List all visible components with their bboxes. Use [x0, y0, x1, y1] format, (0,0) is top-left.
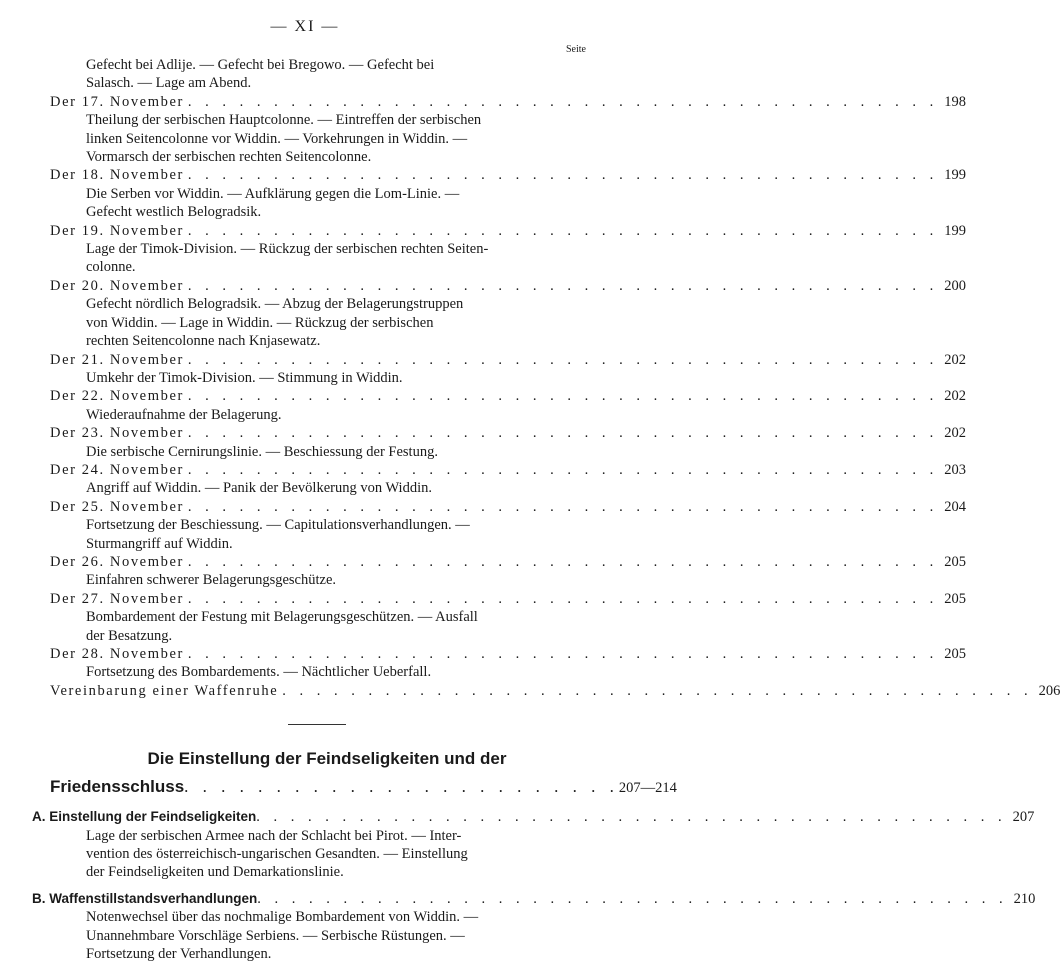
entry-description-line: Unannehmbare Vorschläge Serbiens. — Serbische Rüstungen. —: [86, 927, 465, 944]
entry-description: [50, 111, 584, 166]
leader-dots: . . . . . . . . . . . . . . . . . . . . . . . . . . . . . . . . . . . . . . . . . . . .: [187, 351, 939, 368]
entry-heading: [50, 590, 967, 608]
entry-label: Der 21. November: [50, 351, 184, 368]
toc-entries: [50, 93, 1060, 700]
chapter-page-range: 207—214: [618, 780, 677, 797]
leader-dots: . . . . . . . . . . . . . . . . . . . . . . . .: [184, 777, 619, 797]
entry-description-line: Fortsetzung der Verhandlungen.: [86, 946, 272, 963]
entry-description-line: Salasch. — Lage am Abend.: [86, 75, 252, 92]
leader-dots: . . . . . . . . . . . . . . . . . . . . . . . . . . . . . . . . . . . . . . . . . . . .: [187, 461, 939, 478]
toc-entry: [50, 424, 967, 461]
entry-description: [50, 185, 584, 222]
entry-page-number: 199: [944, 222, 967, 239]
toc-entry: [50, 645, 967, 682]
entry-heading: [50, 682, 1060, 700]
leader-dots: . . . . . . . . . . . . . . . . . . . . . . . . . . . . . . . . . . . . . . . . . . . .: [187, 167, 939, 184]
entry-description-line: Lage der Timok-Division. — Rückzug der serbischen rechten Seiten-: [86, 241, 489, 258]
toc-entry: [50, 222, 967, 277]
entry-description-line: Gefecht bei Adlije. — Gefecht bei Bregowo. — Gefecht bei: [86, 57, 435, 73]
toc-entry: [50, 590, 967, 645]
entry-label: Der 22. November: [50, 388, 184, 405]
chapter-title: Die Einstellung der Feindseligkeiten und der: [147, 749, 507, 769]
entry-label: Der 24. November: [50, 461, 184, 478]
entry-page-number: 205: [944, 553, 967, 570]
page-number: — XI —: [270, 18, 340, 35]
entry-description-line: Gefecht westlich Belogradsik.: [86, 204, 262, 221]
entry-description-line: linken Seitencolonne vor Widdin. — Vorkehrungen in Widdin. —: [86, 130, 468, 147]
leader-dots: . . . . . . . . . . . . . . . . . . . . . . . . . . . . . . . . . . . . . . . . . . . .: [187, 388, 939, 405]
entry-page-number: 198: [944, 93, 967, 110]
leader-dots: . . . . . . . . . . . . . . . . . . . . . . . . . . . . . . . . . . . . . . . . . . . .: [282, 682, 1033, 699]
entry-description: [50, 369, 584, 387]
entry-label: Vereinbarung einer Waffenruhe: [50, 682, 279, 699]
entry-page-number: 202: [944, 351, 967, 368]
entry-heading: [50, 351, 967, 369]
entry-description-line: Notenwechsel über das nochmalige Bombardement von Widdin. —: [86, 909, 479, 926]
toc-entry: [50, 553, 967, 590]
entry-description: [50, 908, 584, 963]
entry-label: Der 25. November: [50, 498, 184, 515]
entry-label: Der 19. November: [50, 222, 184, 239]
entry-heading: [50, 424, 967, 442]
entry-description-line: Fortsetzung des Bombardements. — Nächtlicher Ueberfall.: [86, 664, 432, 681]
section-divider: [288, 724, 346, 725]
toc-entry: [32, 890, 1036, 964]
entry-description-line: Die serbische Cernirungslinie. — Beschiessung der Festung.: [86, 443, 438, 460]
entry-description-line: der Besatzung.: [86, 627, 173, 644]
entry-description-line: rechten Seitencolonne nach Knjasewatz.: [86, 333, 321, 350]
leader-dots: . . . . . . . . . . . . . . . . . . . . . . . . . . . . . . . . . . . . . . . . . . . .: [187, 498, 939, 515]
entry-label: Der 26. November: [50, 553, 184, 570]
entry-description-line: Umkehr der Timok-Division. — Stimmung in Widdin.: [86, 369, 403, 386]
entry-description-line: Vormarsch der serbischen rechten Seitencolonne.: [86, 149, 372, 166]
entry-description-line: Bombardement der Festung mit Belagerungsgeschützen. — Ausfall: [86, 609, 478, 626]
entry-page-number: 203: [944, 461, 967, 478]
table-of-contents: [32, 56, 1060, 963]
entry-label: A. Einstellung der Feindseligkeiten: [32, 809, 257, 825]
entry-description: [50, 571, 584, 589]
toc-entry: [50, 277, 967, 351]
entry-page-number: 202: [944, 388, 967, 405]
leader-dots: . . . . . . . . . . . . . . . . . . . . . . . . . . . . . . . . . . . . . . . . . . . .: [187, 93, 939, 110]
toc-entry: [32, 808, 1035, 882]
entry-description: [50, 479, 584, 497]
page-column-label: Seite: [566, 44, 586, 55]
toc-entry: [50, 351, 967, 388]
entry-description-line: Angriff auf Widdin. — Panik der Bevölkerung von Widdin.: [86, 480, 432, 497]
entry-description: [50, 516, 584, 553]
entry-label: Der 28. November: [50, 646, 184, 662]
entry-label: Der 17. November: [50, 93, 184, 110]
entry-description-line: Fortsetzung der Beschiessung. — Capitulationsverhandlungen. —: [86, 517, 470, 534]
entry-heading: [50, 553, 967, 571]
entry-page-number: 204: [944, 498, 967, 515]
entry-label: Der 23. November: [50, 425, 184, 442]
leader-dots: . . . . . . . . . . . . . . . . . . . . . . . . . . . . . . . . . . . . . . . . . . . .: [257, 890, 1008, 907]
entry-page-number: 202: [944, 425, 967, 442]
entry-label: B. Waffenstillstandsverhandlungen: [32, 890, 258, 906]
entry-heading: [50, 387, 967, 405]
entry-page-number: 207: [1012, 809, 1035, 826]
leader-dots: . . . . . . . . . . . . . . . . . . . . . . . . . . . . . . . . . . . . . . . . . . . .: [256, 809, 1007, 826]
leader-dots: . . . . . . . . . . . . . . . . . . . . . . . . . . . . . . . . . . . . . . . . . . . .: [187, 425, 939, 442]
entry-page-number: 199: [944, 167, 967, 184]
entry-description: [50, 443, 584, 461]
entry-description-line: Wiederaufnahme der Belagerung.: [86, 406, 282, 423]
entry-heading: [50, 461, 967, 479]
intro-continuation: [50, 56, 584, 93]
entry-description-line: Einfahren schwerer Belagerungsgeschütze.: [86, 572, 337, 589]
entry-page-number: 205: [944, 646, 967, 662]
leader-dots: . . . . . . . . . . . . . . . . . . . . . . . . . . . . . . . . . . . . . . . . . . . .: [187, 590, 939, 607]
entry-description-line: Lage der serbischen Armee nach der Schlacht bei Pirot. — Inter-: [86, 827, 462, 844]
entry-description: [50, 240, 584, 277]
entry-description-line: Theilung der serbischen Hauptcolonne. — Eintreffen der serbischen: [86, 112, 482, 129]
leader-dots: . . . . . . . . . . . . . . . . . . . . . . . . . . . . . . . . . . . . . . . . . . . .: [187, 277, 939, 294]
entry-description-line: Gefecht nördlich Belogradsik. — Abzug der Belagerungstruppen: [86, 296, 464, 313]
entry-page-number: 200: [944, 277, 967, 294]
entry-heading: [50, 222, 967, 240]
entry-page-number: 205: [944, 590, 967, 607]
entry-label: Der 18. November: [50, 167, 184, 184]
entry-description-line: colonne.: [86, 259, 136, 276]
entry-heading: [32, 808, 1035, 826]
entry-page-number: 206: [1038, 682, 1060, 699]
entry-label: Der 27. November: [50, 590, 184, 607]
toc-entry: [50, 166, 967, 221]
entry-heading: [50, 166, 967, 184]
leader-dots: . . . . . . . . . . . . . . . . . . . . . . . . . . . . . . . . . . . . . . . . . . . .: [187, 222, 939, 239]
entry-description-line: der Feindseligkeiten und Demarkationslinie.: [86, 864, 344, 881]
entry-page-number: 210: [1013, 890, 1036, 907]
entry-description: [50, 295, 584, 350]
chapter-title-line: [50, 775, 677, 800]
leader-dots: . . . . . . . . . . . . . . . . . . . . . . . . . . . . . . . . . . . . . . . . . . . .: [187, 553, 939, 570]
toc-entry: [50, 682, 1060, 700]
toc-entry: [50, 93, 967, 167]
toc-entry: [50, 498, 967, 553]
entry-description: [50, 608, 584, 645]
entry-label: Der 20. November: [50, 277, 184, 294]
entry-description: [50, 406, 584, 424]
entry-description-line: Sturmangriff auf Widdin.: [86, 535, 233, 552]
entry-heading: [32, 890, 1036, 908]
entry-description-line: Die Serben vor Widdin. — Aufklärung gegen die Lom-Linie. —: [86, 185, 460, 202]
entry-description-line: vention des österreichisch-ungarischen Gesandten. — Einstellung: [86, 846, 468, 863]
entry-description: [50, 663, 584, 681]
chapter-sections: [32, 808, 1036, 963]
entry-heading: [50, 93, 967, 111]
entry-description-line: von Widdin. — Lage in Widdin. — Rückzug der serbischen: [86, 314, 434, 331]
entry-heading: [50, 498, 967, 516]
entry-heading: [50, 277, 967, 295]
chapter-title-end: Friedensschluss: [50, 777, 185, 797]
toc-entry: [50, 461, 967, 498]
entry-heading: [50, 645, 967, 663]
toc-entry: [50, 387, 967, 424]
leader-dots: . . . . . . . . . . . . . . . . . . . . . . . . . . . . . . . . . . . . . . . . . . . .: [187, 646, 939, 662]
entry-description: [50, 827, 584, 882]
